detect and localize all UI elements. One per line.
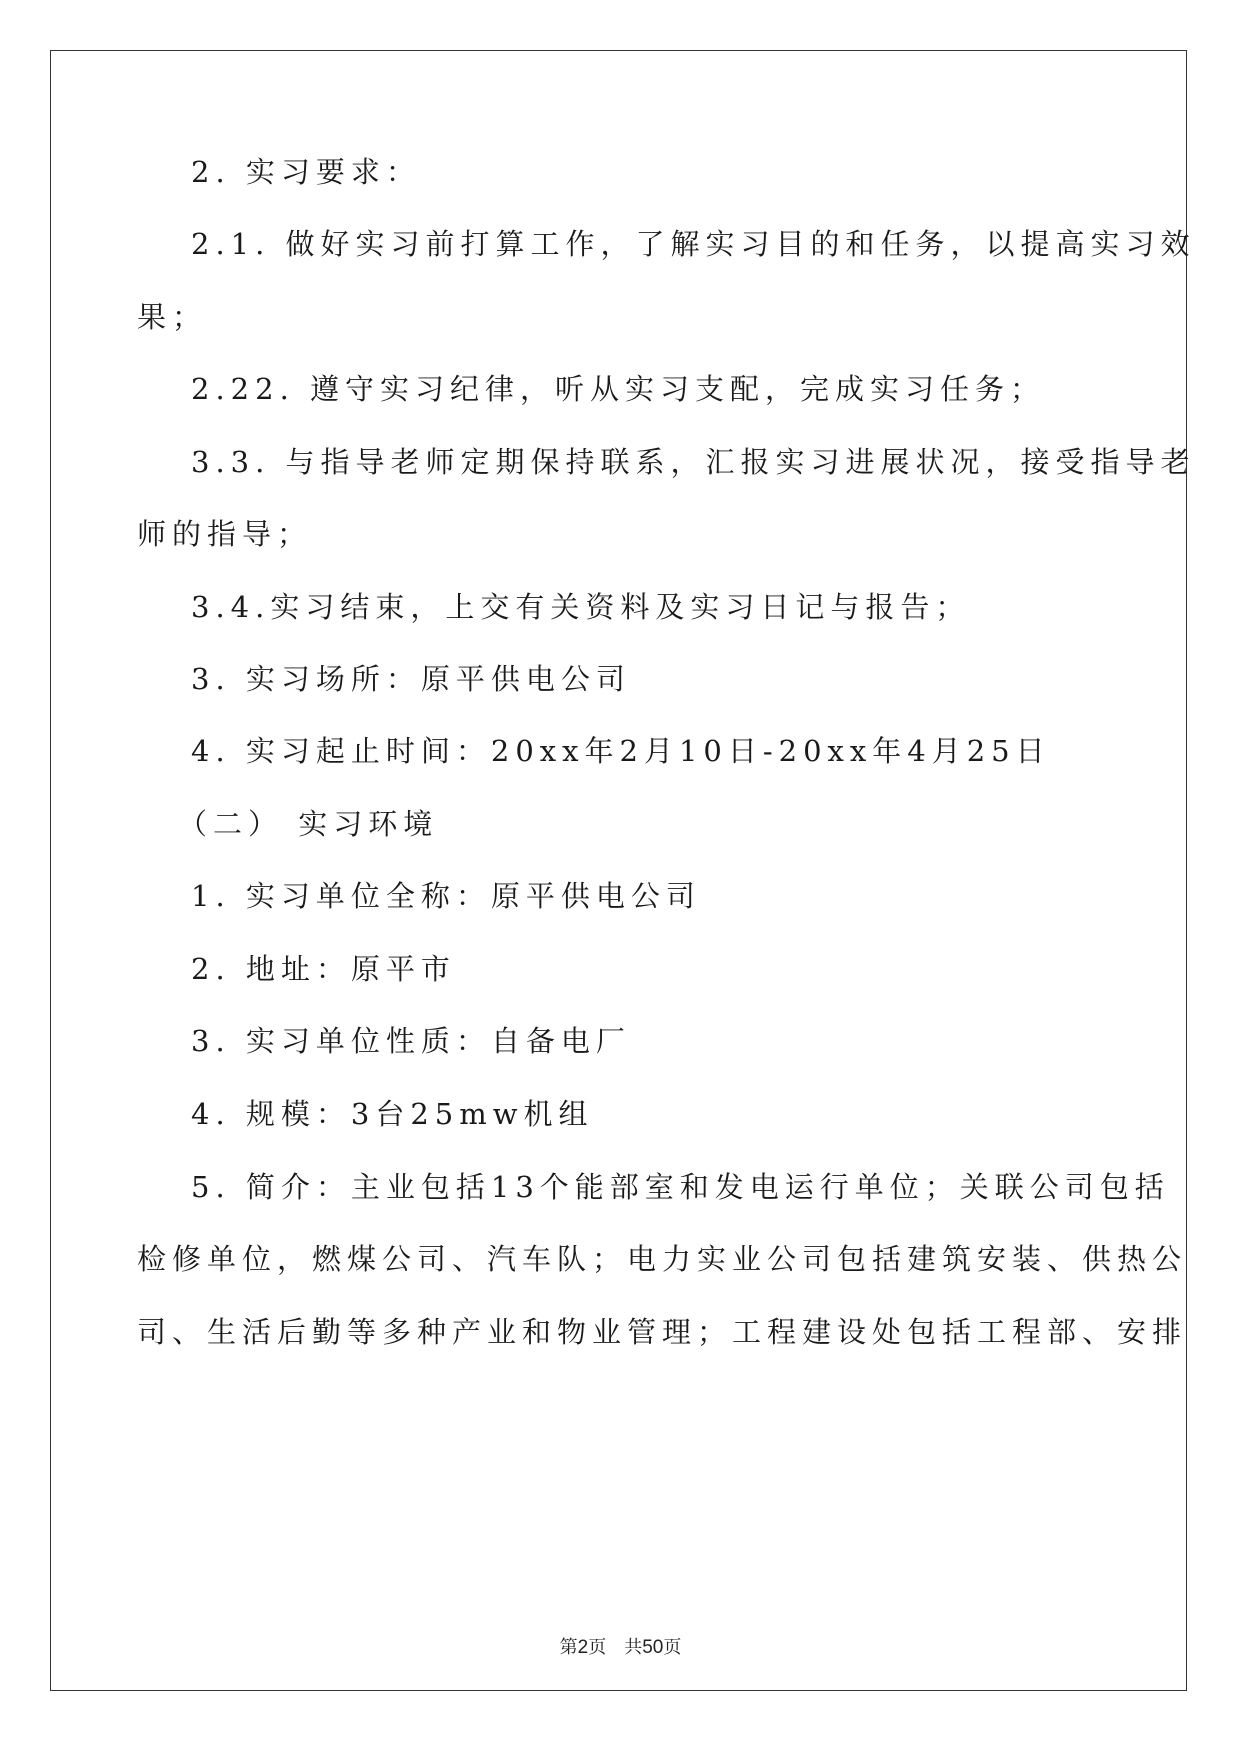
footer-page-number: 2 [577, 1637, 589, 1658]
footer-total-prefix: 共 [624, 1637, 643, 1658]
text-line: 1. 实习单位全称：原平供电公司 [191, 879, 701, 913]
footer-total-pages: 50 [642, 1637, 664, 1658]
page-footer [0, 1633, 1241, 1659]
text-line: 2. 实习要求： [191, 155, 421, 189]
text-line: 2.1. 做好实习前打算工作，了解实习目的和任务，以提高实习效 [191, 227, 1196, 261]
text-line: 2. 地址：原平市 [191, 952, 456, 986]
text-line: 果； [137, 300, 208, 334]
text-line: 4. 规模：3台25mw机组 [191, 1097, 594, 1131]
footer-page-unit: 页 [588, 1637, 607, 1658]
text-line: 4. 实习起止时间：20xx年2月10日-20xx年4月25日 [191, 734, 1051, 768]
text-line: 3. 实习单位性质：自备电厂 [191, 1024, 631, 1058]
text-line: 司、生活后勤等多种产业和物业管理；工程建设处包括工程部、安排 [137, 1315, 1188, 1349]
text-line: 3.4.实习结束，上交有关资料及实习日记与报告； [191, 590, 971, 624]
text-line: 检修单位，燃煤公司、汽车队；电力实业公司包括建筑安装、供热公 [137, 1242, 1188, 1276]
text-line: 师的指导； [137, 517, 313, 551]
page-border [50, 50, 1187, 1691]
footer-total-unit: 页 [663, 1637, 682, 1658]
text-line: 3. 实习场所：原平供电公司 [191, 662, 631, 696]
section-heading: （二） 实习环境 [178, 807, 439, 841]
footer-page-prefix: 第 [559, 1637, 578, 1658]
text-line: 3.3. 与指导老师定期保持联系，汇报实习进展状况，接受指导老 [191, 445, 1196, 479]
text-line: 5. 简介：主业包括13个能部室和发电运行单位；关联公司包括 [191, 1170, 1170, 1204]
text-line: 2.22. 遵守实习纪律，听从实习支配，完成实习任务； [191, 372, 1046, 406]
